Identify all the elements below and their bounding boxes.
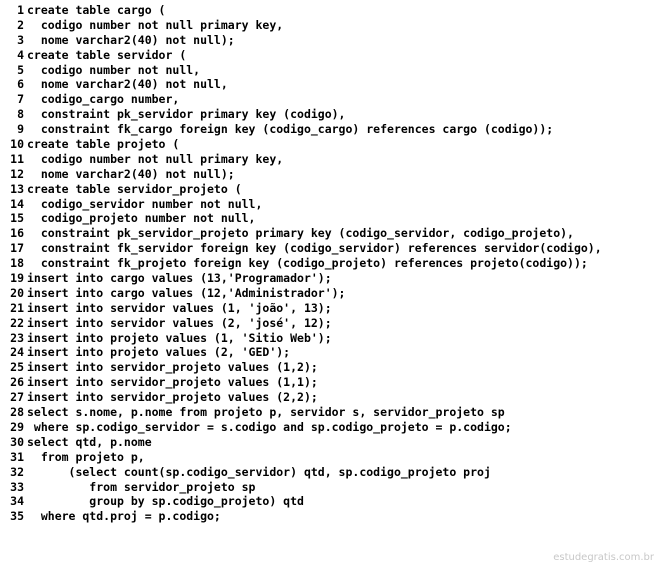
code-line bbox=[4, 241, 654, 256]
code-line bbox=[4, 301, 654, 316]
line-text: from projeto p, bbox=[27, 449, 145, 464]
code-line bbox=[4, 226, 654, 241]
line-number: 5 bbox=[17, 62, 24, 77]
line-number: 18 bbox=[10, 256, 24, 271]
code-line bbox=[4, 107, 654, 122]
line-number: 20 bbox=[10, 285, 24, 300]
line-number: 13 bbox=[10, 181, 24, 196]
line-number: 26 bbox=[10, 375, 24, 390]
line-text: insert into servidor_projeto values (1,1); bbox=[27, 375, 318, 390]
line-number: 10 bbox=[10, 137, 24, 152]
code-line bbox=[4, 331, 654, 346]
line-number: 28 bbox=[10, 405, 24, 420]
code-line bbox=[4, 465, 654, 480]
line-text: from servidor_projeto sp bbox=[27, 479, 256, 494]
line-text: (select count(sp.codigo_servidor) qtd, sp.codigo_projeto proj bbox=[27, 464, 491, 479]
line-text: insert into cargo values (13,'Programador'); bbox=[27, 271, 332, 286]
line-number: 6 bbox=[17, 77, 24, 92]
line-number: 33 bbox=[10, 479, 24, 494]
line-text: codigo_projeto number not null, bbox=[27, 211, 256, 226]
code-line bbox=[4, 271, 654, 286]
line-number: 32 bbox=[10, 464, 24, 479]
code-line bbox=[4, 435, 654, 450]
code-line bbox=[4, 360, 654, 375]
line-number: 3 bbox=[17, 32, 24, 47]
line-number: 7 bbox=[17, 92, 24, 107]
line-text: constraint fk_projeto foreign key (codigo_projeto) references projeto(codigo)); bbox=[27, 256, 588, 271]
line-number: 15 bbox=[10, 211, 24, 226]
code-line bbox=[4, 256, 654, 271]
code-line bbox=[4, 197, 654, 212]
line-number: 34 bbox=[10, 494, 24, 509]
code-line bbox=[4, 77, 654, 92]
line-number: 1 bbox=[17, 3, 24, 17]
sql-code-listing bbox=[4, 3, 654, 524]
code-line bbox=[4, 137, 654, 152]
line-text: create table servidor ( bbox=[27, 47, 187, 62]
code-line bbox=[4, 33, 654, 48]
code-line bbox=[4, 286, 654, 301]
line-number: 17 bbox=[10, 241, 24, 256]
code-line bbox=[4, 3, 654, 18]
code-line bbox=[4, 63, 654, 78]
line-text: codigo number not null primary key, bbox=[27, 17, 284, 32]
line-text: codigo number not null primary key, bbox=[27, 151, 284, 166]
line-text: insert into servidor values (1, 'joão', 13); bbox=[27, 300, 332, 315]
code-line bbox=[4, 211, 654, 226]
code-line bbox=[4, 122, 654, 137]
line-number: 4 bbox=[17, 47, 24, 62]
line-number: 8 bbox=[17, 107, 24, 122]
line-text: nome varchar2(40) not null); bbox=[27, 166, 235, 181]
line-number: 11 bbox=[10, 151, 24, 166]
line-text: where sp.codigo_servidor = s.codigo and sp.codigo_projeto = p.codigo; bbox=[27, 419, 512, 434]
code-line bbox=[4, 345, 654, 360]
code-line bbox=[4, 405, 654, 420]
line-number: 24 bbox=[10, 345, 24, 360]
code-line bbox=[4, 92, 654, 107]
line-text: constraint fk_cargo foreign key (codigo_cargo) references cargo (codigo)); bbox=[27, 122, 554, 137]
code-line bbox=[4, 494, 654, 509]
code-line bbox=[4, 152, 654, 167]
line-text: create table servidor_projeto ( bbox=[27, 181, 242, 196]
line-text: codigo_servidor number not null, bbox=[27, 196, 263, 211]
line-text: group by sp.codigo_projeto) qtd bbox=[27, 494, 304, 509]
line-number: 2 bbox=[17, 17, 24, 32]
line-text: insert into projeto values (1, 'Sitio Web'); bbox=[27, 330, 332, 345]
line-number: 14 bbox=[10, 196, 24, 211]
line-text: select s.nome, p.nome from projeto p, servidor s, servidor_projeto sp bbox=[27, 405, 505, 420]
line-text: constraint fk_servidor foreign key (codigo_servidor) references servidor(codigo), bbox=[27, 241, 602, 256]
line-number: 21 bbox=[10, 300, 24, 315]
code-line bbox=[4, 48, 654, 63]
code-line bbox=[4, 390, 654, 405]
line-text: select qtd, p.nome bbox=[27, 434, 152, 449]
line-number: 16 bbox=[10, 226, 24, 241]
code-line bbox=[4, 450, 654, 465]
line-number: 23 bbox=[10, 330, 24, 345]
line-text: create table projeto ( bbox=[27, 137, 180, 152]
code-line bbox=[4, 480, 654, 495]
line-number: 19 bbox=[10, 271, 24, 286]
line-text: codigo number not null, bbox=[27, 62, 201, 77]
line-text: codigo_cargo number, bbox=[27, 92, 180, 107]
line-number: 30 bbox=[10, 434, 24, 449]
code-line bbox=[4, 167, 654, 182]
line-text: nome varchar2(40) not null, bbox=[27, 77, 228, 92]
line-number: 22 bbox=[10, 315, 24, 330]
line-text: nome varchar2(40) not null); bbox=[27, 32, 235, 47]
line-number: 9 bbox=[17, 122, 24, 137]
code-line bbox=[4, 509, 654, 524]
line-text: insert into servidor values (2, 'josé', 12); bbox=[27, 315, 332, 330]
line-text: insert into servidor_projeto values (1,2); bbox=[27, 360, 318, 375]
code-line bbox=[4, 18, 654, 33]
line-text: insert into servidor_projeto values (2,2); bbox=[27, 390, 318, 405]
line-text: constraint pk_servidor primary key (codigo), bbox=[27, 107, 346, 122]
line-text: insert into projeto values (2, 'GED'); bbox=[27, 345, 291, 360]
line-text: create table cargo ( bbox=[27, 3, 166, 17]
line-number: 27 bbox=[10, 390, 24, 405]
line-number: 31 bbox=[10, 449, 24, 464]
code-line bbox=[4, 182, 654, 197]
line-text: where qtd.proj = p.codigo; bbox=[27, 509, 221, 524]
code-line bbox=[4, 420, 654, 435]
line-number: 35 bbox=[10, 509, 24, 524]
watermark: estudegratis.com.br bbox=[553, 552, 654, 563]
line-number: 29 bbox=[10, 419, 24, 434]
line-number: 12 bbox=[10, 166, 24, 181]
line-text: constraint pk_servidor_projeto primary key (codigo_servidor, codigo_projeto), bbox=[27, 226, 574, 241]
line-text: insert into cargo values (12,'Administrador'); bbox=[27, 285, 346, 300]
line-number: 25 bbox=[10, 360, 24, 375]
code-line bbox=[4, 375, 654, 390]
code-line bbox=[4, 316, 654, 331]
